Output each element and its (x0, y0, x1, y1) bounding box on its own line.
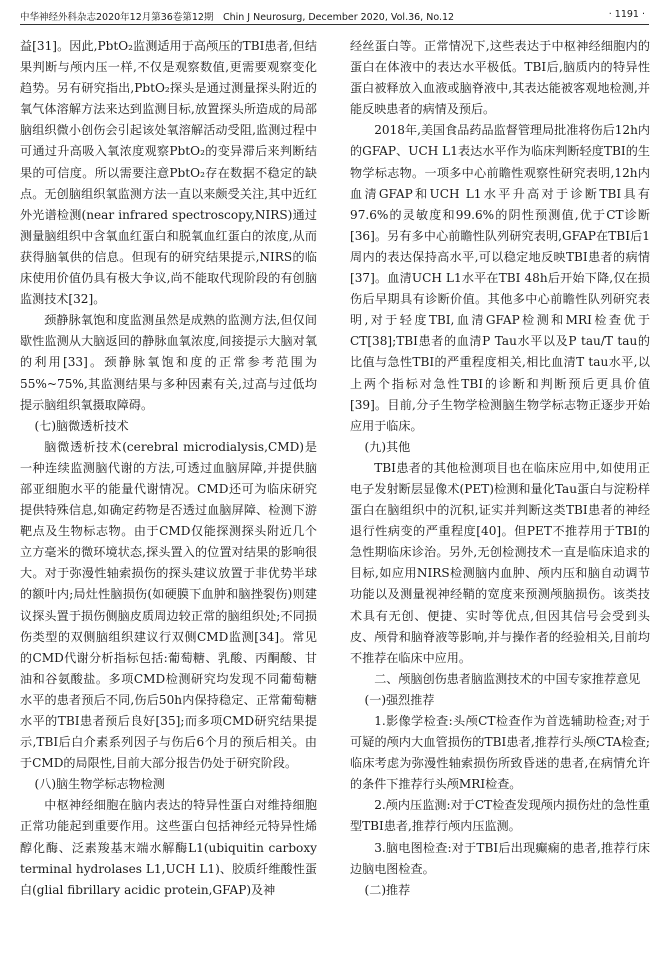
left-column (20, 36, 317, 901)
page-number: · 1191 · (608, 9, 645, 20)
paragraph: 益[31]。因此,PbtO₂监测适用于高颅压的TBI患者,但结果判断与颅内压一样,不仅是观察数值,更需要观察变化趋势。另有研究指出,PbtO₂探头是通过测量探头附近的氧气体溶解方法来达到监测目标,放置探头所造成的局部脑组织微小创伤会引起该处氧溶解活动受阻,监测过程中可通过升高吸入氧浓度观察PbtO₂的变异滞后来判断结果的可信度。所以需要注意PbtO₂存在数据不稳定的缺点。无创脑组织氧监测方法一直以来颇受关注,其中近红外光谱检测(near infrared spectroscopy,NIRS)通过测量脑组织中含氧血红蛋白和脱氧血红蛋白的浓度,从而获得脑氧供的信息。但现有的研究结果提示,NIRS的临床使用价值仍具有极大争议,尚不能取代现阶段的有创脑监测技术[32]。 (20, 39, 317, 307)
journal-info: 中华神经外科杂志2020年12月第36卷第12期 Chin J Neurosurg, December 2020, Vol.36, No.12 (20, 12, 455, 23)
running-header (20, 8, 649, 25)
section-heading: (八)脑生物学标志物检测 (34, 777, 165, 792)
paragraph: 颈静脉氧饱和度监测虽然是成熟的监测方法,但仅间歇性监测从大脑返回的静脉血氧浓度,间接提示大脑对氧的利用[33]。颈静脉氧饱和度的正常参考范围为55%~75%,其监测结果与多种因素有关,过高与过低均提示脑组织氧摄取障碍。 (20, 313, 317, 412)
paragraph: 2.颅内压监测:对于CT检查发现颅内损伤灶的急性重型TBI患者,推荐行颅内压监测。 (350, 798, 650, 834)
right-column (350, 36, 650, 901)
paragraph: 脑微透析技术(cerebral microdialysis,CMD)是一种连续监测脑代谢的方法,可透过血脑屏障,并提供脑部亚细胞水平的能量代谢情况。CMD还可为临床研究提供特殊信息,如确定药物是否透过血脑屏障、检测下游靶点及生物标志物。由于CMD仅能探测探头附近几个立方毫米的微环境状态,探头置入的位置对结果的影响很大。对于弥漫性轴索损伤的探头建议放置于非优势半球的额叶内;局灶性脑损伤(如硬膜下血肿和脑挫裂伤)则建议探头置于损伤侧脑皮质周边较正常的脑组织处;不同损伤类型的双侧脑组织建议行双侧CMD监测[34]。常见的CMD代谢分析指标包括:葡萄糖、乳酸、丙酮酸、甘油和谷氨酸盐。多项CMD检测研究均发现不同葡萄糖水平的患者预后不同,伤后50h内保持稳定、正常葡萄糖水平的TBI患者预后良好[35];而多项CMD研究结果提示,TBI后白介素系列因子与伤后6个月的预后相关。由于CMD的局限性,目前大部分报告仍处于研究阶段。 (20, 439, 317, 771)
paragraph: TBI患者的其他检测项目也在临床应用中,如使用正电子发射断层显像术(PET)检测和量化Tau蛋白与淀粉样蛋白在脑组织中的沉积,证实并判断这类TBI患者的神经退行性病变的严重程度[40]。但PET不推荐用于TBI的急性期临床诊治。另外,无创检测技术一直是临床追求的目标,如应用NIRS检测脑内血肿、颅内压和脑自动调节功能以及测量视神经鞘的宽度来预测颅脑损伤。该类技术具有无创、便捷、实时等优点,但因其信号会受到头皮、颅骨和脑脊液等影响,并与操作者的经验相关,目前均不推荐在临床中应用。 (350, 460, 650, 665)
paragraph: 3.脑电图检查:对于TBI后出现癫痫的患者,推荐行床边脑电图检查。 (350, 840, 650, 876)
paragraph: 2018年,美国食品药品监督管理局批准将伤后12h内的GFAP、UCH L1表达水平作为临床判断轻度TBI的生物学标志物。一项多中心前瞻性观察性研究表明,12h内血清GFAP和UCH L1水平升高对于诊断TBI具有97.6%的灵敏度和99.6%的阴性预测值,优于CT诊断[36]。另有多中心前瞻性队列研究表明,GFAP在TBI后1周内的表达保持高水平,可以稳定地反映TBI患者的病情[37]。血清UCH L1水平在TBI 48h后开始下降,仅在损伤后早期具有诊断价值。其他多中心前瞻性队列研究表明,对于轻度TBI,血清GFAP检测和MRI检查优于CT[38];TBI患者的血清P Tau水平以及P tau/T tau的比值与急性TBI的严重程度相关,相比血清T tau水平,以上两个指标对急性TBI的诊断和判断预后更具价值[39]。目前,分子生物学检测脑生物学标志物正逐步开始应用于临床。 (350, 123, 650, 433)
paragraph: 1.影像学检查:头颅CT检查作为首选辅助检查;对于可疑的颅内大血管损伤的TBI患者,推荐行头颅CTA检查;临床考虑为弥漫性轴索损伤所致昏迷的患者,在病情允许的条件下推荐行头颅MRI检查。 (350, 714, 650, 792)
section-heading: (一)强烈推荐 (364, 692, 435, 707)
section-heading: (七)脑微透析技术 (34, 418, 129, 433)
section-heading: (二)推荐 (364, 882, 411, 897)
section-title: 二、颅脑创伤患者脑监测技术的中国专家推荐意见 (374, 671, 641, 686)
paragraph: 经丝蛋白等。正常情况下,这些表达于中枢神经细胞内的蛋白在体液中的表达水平极低。TBI后,脑质内的特异性蛋白被释放入血液或脑脊液中,其表达能被客观地检测,并能反映患者的病情及预后。 (350, 39, 650, 117)
paragraph: 中枢神经细胞在脑内表达的特异性蛋白对维持细胞正常功能起到重要作用。这些蛋白包括神经元特异性烯醇化酶、泛素羧基末端水解酶L1(ubiquitin carboxy terminal hydrolases L1,UCH L1)、胶质纤维酸性蛋白(glial fibrillary acidic protein,GFAP)及神 (20, 798, 317, 897)
section-heading: (九)其他 (364, 439, 411, 454)
